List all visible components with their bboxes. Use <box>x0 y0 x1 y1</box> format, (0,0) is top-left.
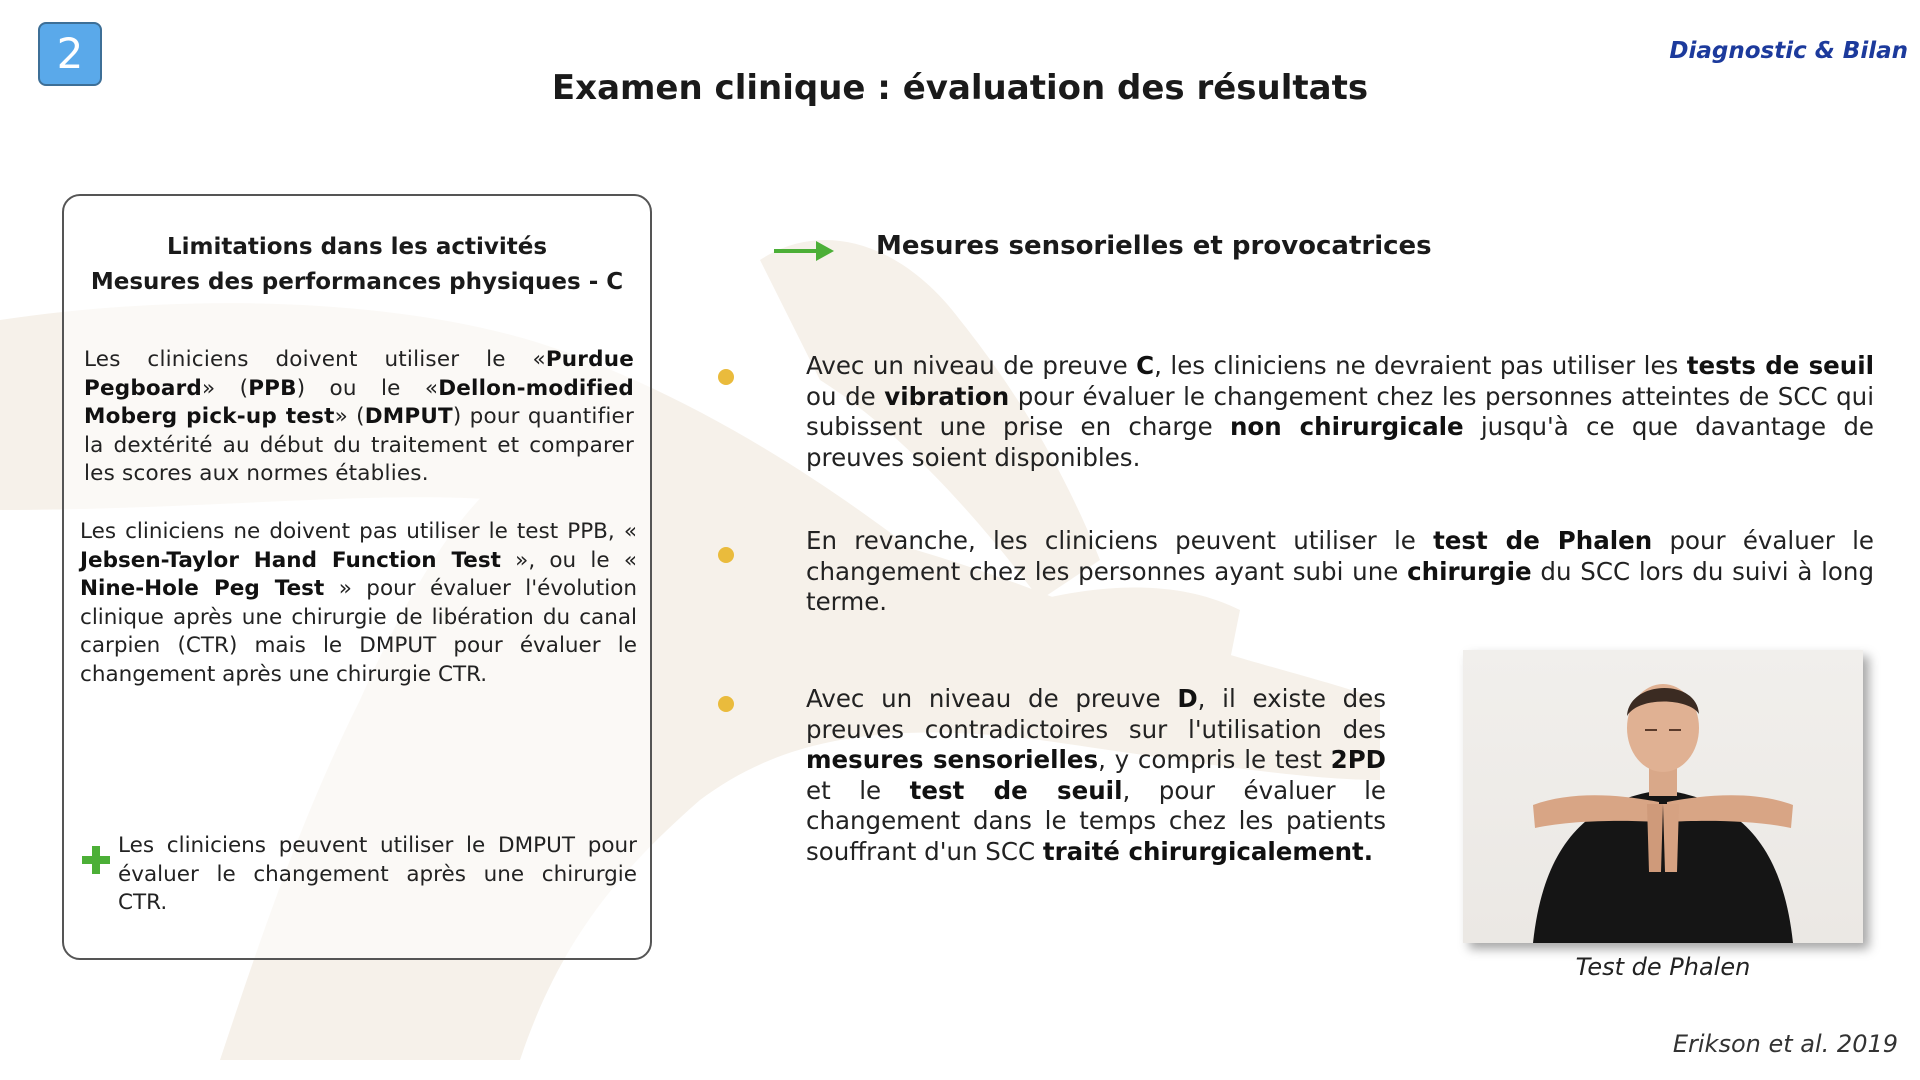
bullet-dot-icon <box>718 547 734 563</box>
text-run: Avec un niveau de preuve <box>806 684 1178 713</box>
text-run: » ( <box>202 375 249 401</box>
phalen-test-photo <box>1463 650 1863 943</box>
box-heading <box>64 230 650 300</box>
text-run: Les cliniciens doivent utiliser le « <box>84 347 546 372</box>
citation: Erikson et al. 2019 <box>1672 1030 1898 1058</box>
text-run: », ou le « <box>500 547 637 573</box>
text-run: , les cliniciens ne devraient pas utiliser les <box>1154 351 1687 380</box>
emphasis-text: Jebsen-Taylor Hand Function Test <box>80 547 501 573</box>
emphasis-text: chirurgie <box>1407 556 1532 586</box>
paragraph-not-recommended-tests <box>80 518 637 689</box>
emphasis-text: C <box>1136 351 1155 380</box>
text-run: ou de <box>806 381 885 411</box>
photo-caption: Test de Phalen <box>1575 953 1751 981</box>
plus-icon <box>82 846 110 874</box>
text-run: Avec un niveau de preuve <box>806 351 1137 380</box>
bullet-phalen-test <box>806 526 1874 618</box>
emphasis-text: Purdue Pegboard <box>84 347 634 401</box>
emphasis-text: non chirurgicale <box>1229 412 1464 441</box>
bullet-dot-icon <box>718 696 734 712</box>
activity-limitations-box <box>62 194 652 960</box>
emphasis-text: 2PD <box>1330 745 1386 774</box>
emphasis-text: test de Phalen <box>1433 526 1653 555</box>
box-heading-line2: Mesures des performances physiques - C <box>90 269 624 295</box>
emphasis-text: test de seuil <box>909 775 1123 805</box>
paragraph-purdue-dmput <box>84 346 634 489</box>
text-run: jusqu'à ce que davantage de preuves soient disponibles. <box>806 412 1874 472</box>
bullet-dot-icon <box>718 369 734 385</box>
text-run: » ( <box>334 404 365 429</box>
text-run: et le <box>806 775 910 805</box>
text-run: Les cliniciens peuvent utiliser le DMPUT pour évaluer le changement après une chirurgie CTR. <box>118 833 637 915</box>
box-heading-line1: Limitations dans les activités <box>166 234 548 260</box>
emphasis-text: D <box>1177 684 1198 713</box>
sensory-measures-heading: Mesures sensorielles et provocatrices <box>876 231 1432 261</box>
emphasis-text: tests de seuil <box>1686 351 1875 380</box>
text-run: » pour évaluer l'évolution clinique après une chirurgie de libération du canal carpien (CTR) mais le DMPUT pour évaluer le changement après une chirurgie CTR. <box>80 576 637 687</box>
emphasis-text: Dellon-modified Moberg pick-up test <box>84 375 634 429</box>
text-run: , pour évaluer le changement dans le temps chez les patients souffrant d'un SCC <box>806 775 1386 866</box>
text-run: pour évaluer le changement chez les personnes ayant subi une <box>806 526 1874 586</box>
text-run: Les cliniciens ne doivent pas utiliser le test PPB, « <box>80 519 637 544</box>
text-run: du SCC lors du suivi à long terme. <box>806 556 1874 616</box>
slide-title: Examen clinique : évaluation des résultats <box>551 68 1369 108</box>
text-run: ) pour quantifier la dextérité au début du traitement et comparer les scores aux normes établies. <box>84 404 634 486</box>
person-illustration <box>1463 650 1863 943</box>
emphasis-text: vibration <box>884 381 1010 411</box>
text-run: , il existe des preuves contradictoires sur l'utilisation des <box>806 684 1386 744</box>
text-run: , y compris le test <box>1098 745 1331 774</box>
emphasis-text: DMPUT <box>364 404 453 429</box>
bullet-threshold-tests <box>806 351 1874 473</box>
paragraph-dmput-ctr <box>118 832 637 918</box>
emphasis-text: mesures sensorielles <box>806 745 1099 774</box>
section-tag: Diagnostic & Bilan <box>1669 38 1908 64</box>
bullet-sensory-evidence <box>806 684 1386 867</box>
text-run: pour évaluer le changement chez les personnes atteintes de SCC qui subissent une prise en charge <box>806 381 1874 441</box>
text-run: En revanche, les cliniciens peuvent utiliser le <box>806 526 1434 555</box>
emphasis-text: traité chirurgicalement. <box>1042 836 1374 866</box>
emphasis-text: PPB <box>248 375 297 401</box>
slide-number-badge: 2 <box>38 22 102 86</box>
text-run: ) ou le « <box>296 375 439 401</box>
emphasis-text: Nine-Hole Peg Test <box>80 576 325 601</box>
right-arrow-icon <box>772 238 836 264</box>
